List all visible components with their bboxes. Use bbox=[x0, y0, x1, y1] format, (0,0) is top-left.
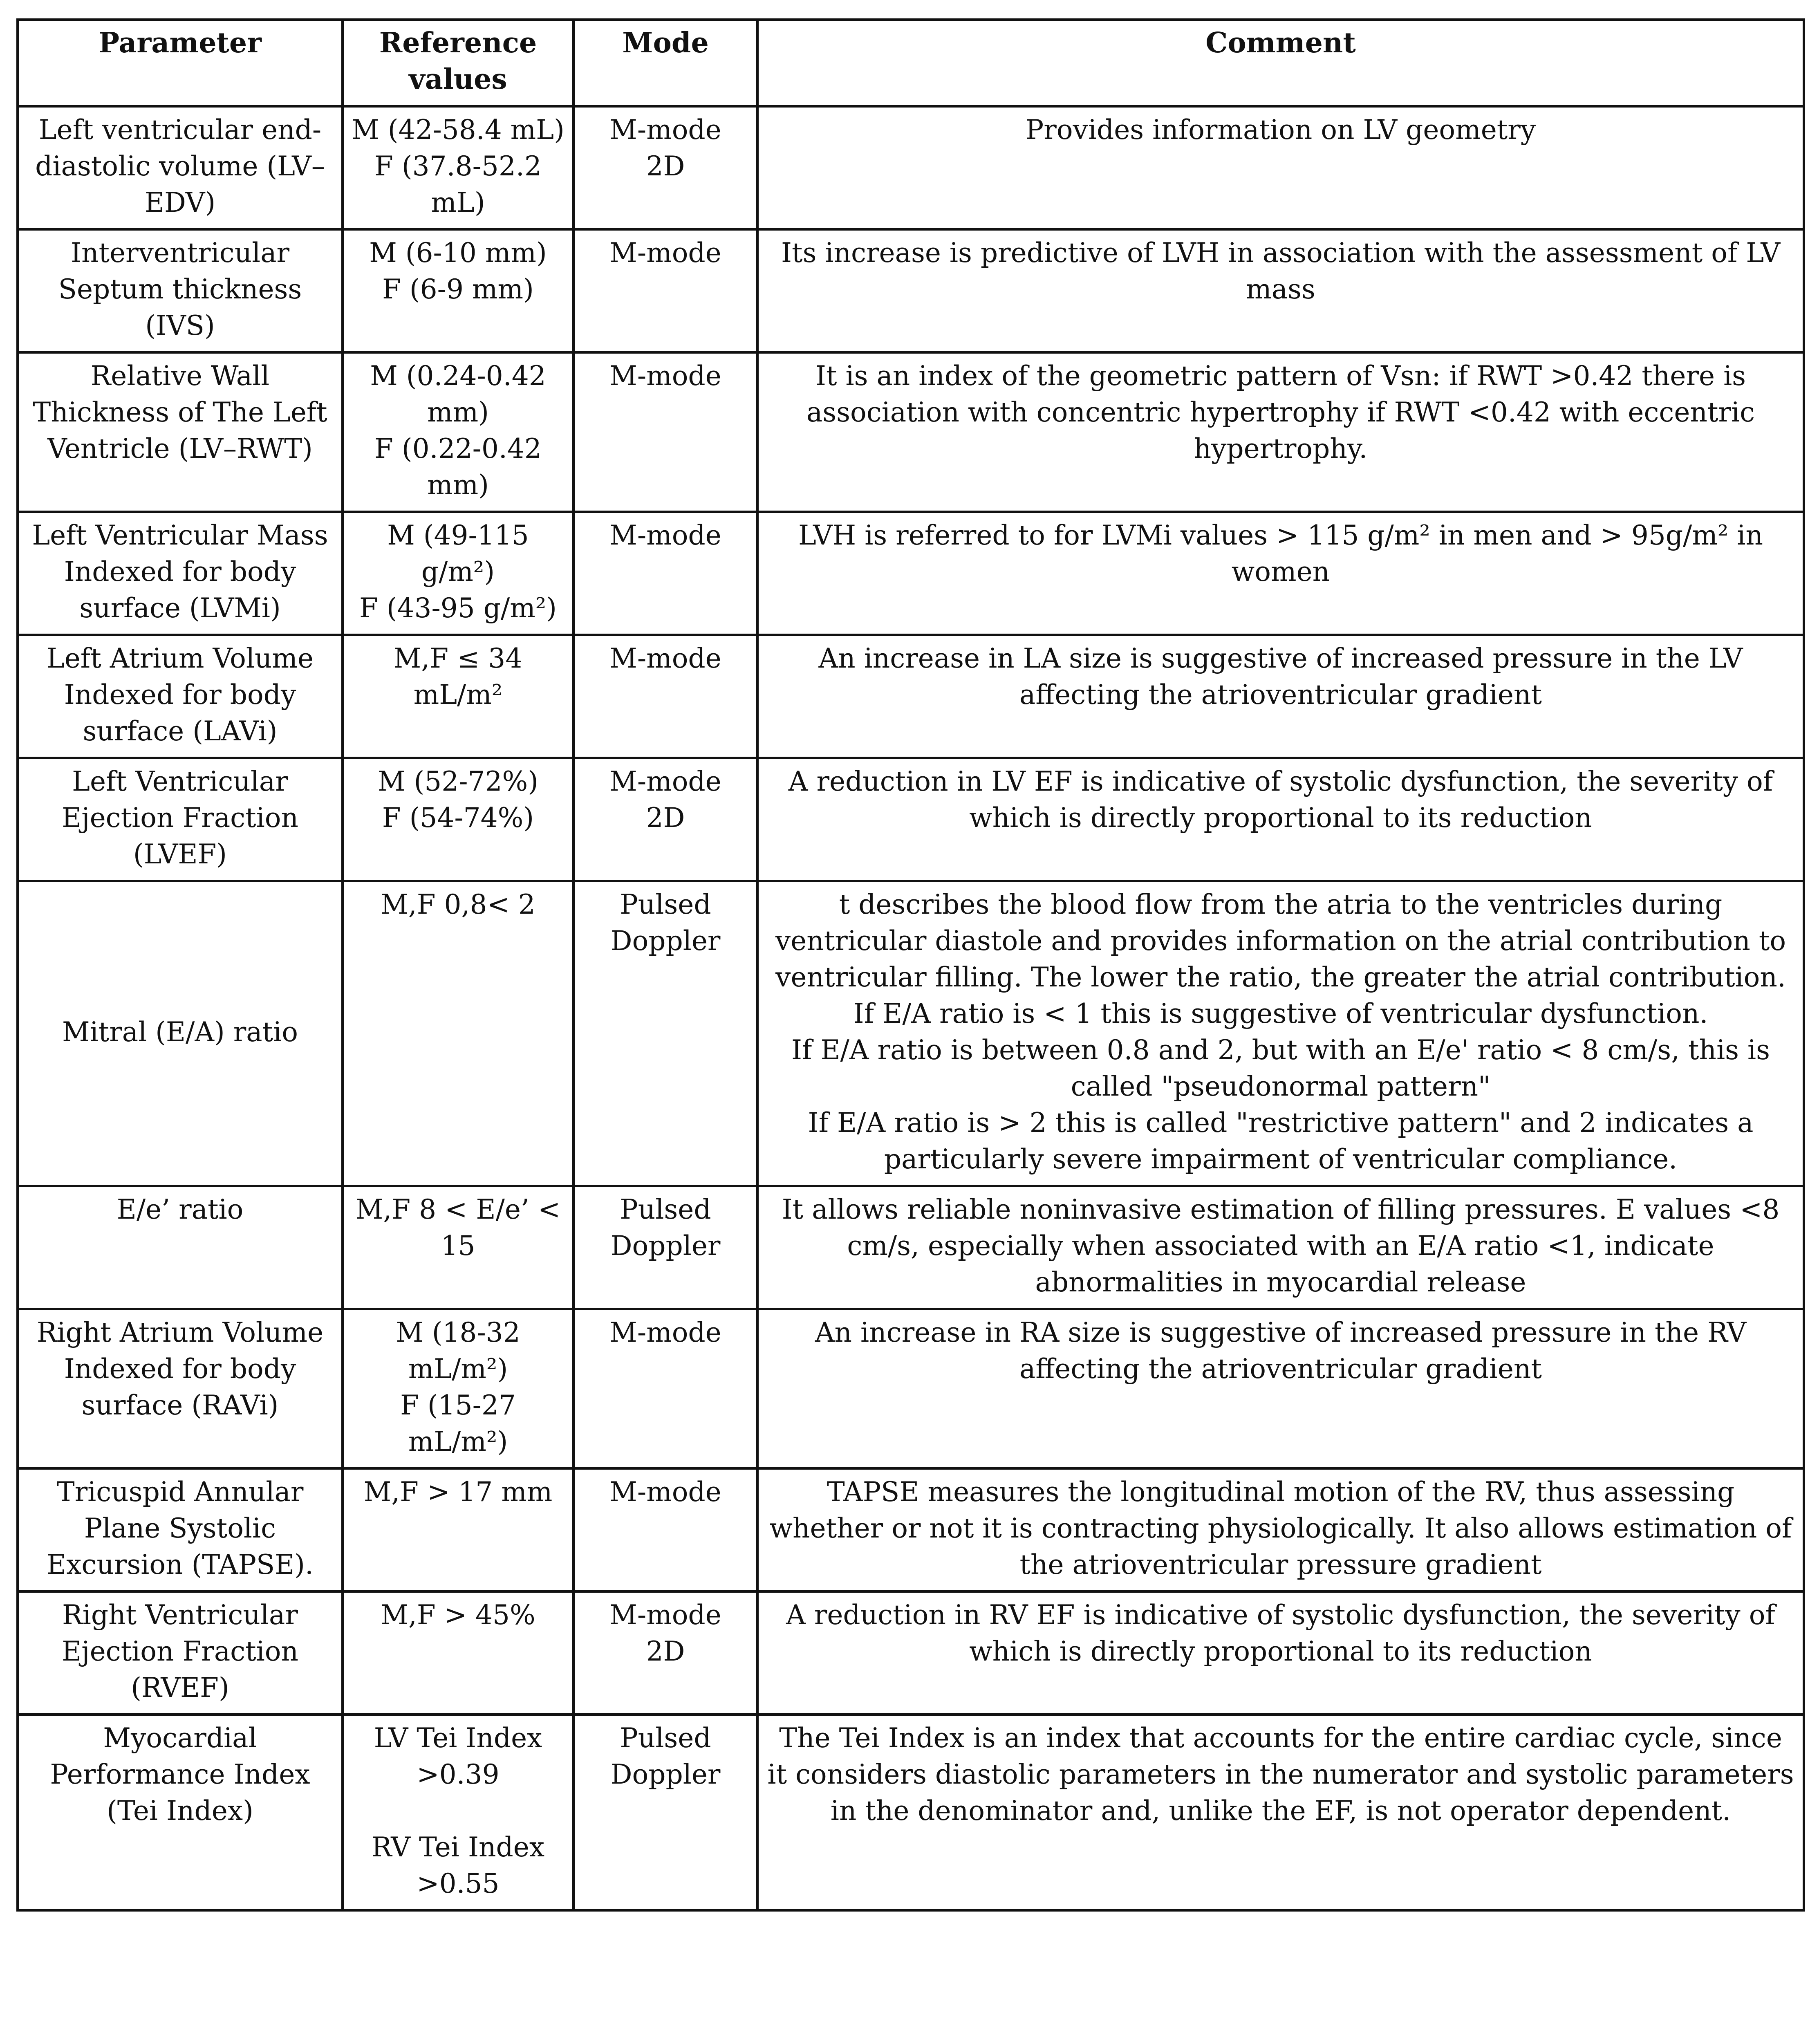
comment-line: If E/A ratio is > 2 this is called "restrictive pattern" and 2 indicates a particularly severe impairment of ventricular compliance. bbox=[808, 1107, 1754, 1175]
comment-line: An increase in RA size is suggestive of increased pressure in the RV affecting the atrioventricular gradient bbox=[815, 1317, 1747, 1385]
header-row bbox=[18, 20, 1804, 106]
reference-cell bbox=[343, 758, 573, 881]
mode-line: M-mode bbox=[609, 1476, 721, 1508]
parameter-cell: Left Ventricular Mass Indexed for body surface (LVMi) bbox=[18, 512, 343, 635]
reference-line: F (0.22-0.42 mm) bbox=[374, 433, 542, 501]
parameter-cell: Left Atrium Volume Indexed for body surface (LAVi) bbox=[18, 635, 343, 758]
table-row bbox=[18, 1715, 1804, 1910]
mode-line: 2D bbox=[646, 1636, 685, 1667]
parameter-cell: Left ventricular end-diastolic volume (LV–EDV) bbox=[18, 106, 343, 229]
mode-cell bbox=[573, 635, 757, 758]
mode-line: Pulsed Doppler bbox=[610, 889, 721, 957]
reference-table bbox=[16, 18, 1805, 1912]
header-parameter: Parameter bbox=[18, 20, 343, 106]
mode-cell bbox=[573, 1591, 757, 1715]
reference-line: M,F 8 < E/e’ < 15 bbox=[355, 1194, 561, 1262]
comment-line: The Tei Index is an index that accounts for the entire cardiac cycle, since it considers diastolic parameters in the numerator and systolic parameters in the denominator and, unlike the EF, is not operator dependent. bbox=[767, 1722, 1794, 1827]
header-reference-values: Reference values bbox=[343, 20, 573, 106]
table-row bbox=[18, 106, 1804, 229]
comment-cell bbox=[757, 1715, 1804, 1910]
table-row bbox=[18, 1468, 1804, 1591]
parameter-cell: Tricuspid Annular Plane Systolic Excursion (TAPSE). bbox=[18, 1468, 343, 1591]
comment-cell bbox=[757, 106, 1804, 229]
comment-cell bbox=[757, 881, 1804, 1186]
reference-cell bbox=[343, 352, 573, 512]
comment-cell bbox=[757, 229, 1804, 352]
table-row bbox=[18, 758, 1804, 881]
comment-line: LVH is referred to for LVMi values > 115 g/m² in men and > 95g/m² in women bbox=[798, 520, 1763, 587]
mode-cell bbox=[573, 1715, 757, 1910]
header-mode: Mode bbox=[573, 20, 757, 106]
reference-line: F (37.8-52.2 mL) bbox=[374, 150, 542, 218]
mode-cell bbox=[573, 229, 757, 352]
mode-line: Pulsed Doppler bbox=[610, 1722, 721, 1790]
table-row bbox=[18, 1591, 1804, 1715]
reference-line: M (0.24-0.42 mm) bbox=[370, 360, 546, 428]
comment-line: It is an index of the geometric pattern of Vsn: if RWT >0.42 there is association with concentric hypertrophy if RWT <0.42 with eccentric hypertrophy. bbox=[806, 360, 1755, 464]
comment-line: If E/A ratio is between 0.8 and 2, but with an E/e' ratio < 8 cm/s, this is called "pseudonormal pattern" bbox=[791, 1034, 1770, 1102]
parameter-cell: Right Ventricular Ejection Fraction (RVEF) bbox=[18, 1591, 343, 1715]
header-comment: Comment bbox=[757, 20, 1804, 106]
comment-line: TAPSE measures the longitudinal motion of the RV, thus assessing whether or not it is contracting physiologically. It also allows estimation of the atrioventricular pressure gradient bbox=[769, 1476, 1792, 1580]
mode-line: Pulsed Doppler bbox=[610, 1194, 721, 1262]
reference-line: F (15-27 mL/m²) bbox=[400, 1390, 516, 1457]
mode-line: M-mode bbox=[609, 237, 721, 269]
comment-cell bbox=[757, 1468, 1804, 1591]
comment-cell bbox=[757, 352, 1804, 512]
comment-line: t describes the blood flow from the atria to the ventricles during ventricular diastole and provides information on the atrial contribution to ventricular filling. The lower the ratio, the greater the atrial contribution. bbox=[775, 889, 1786, 993]
comment-cell bbox=[757, 758, 1804, 881]
reference-line: M (6-10 mm) bbox=[369, 237, 547, 269]
mode-line: M-mode bbox=[609, 1599, 721, 1631]
comment-line: An increase in LA size is suggestive of increased pressure in the LV affecting the atrioventricular gradient bbox=[818, 643, 1743, 710]
reference-line: F (43-95 g/m²) bbox=[359, 592, 557, 624]
mode-cell bbox=[573, 1309, 757, 1468]
mode-line: M-mode bbox=[609, 114, 721, 146]
comment-line: A reduction in RV EF is indicative of systolic dysfunction, the severity of which is directly proportional to its reduction bbox=[786, 1599, 1775, 1667]
comment-line: Provides information on LV geometry bbox=[1025, 114, 1536, 146]
mode-cell bbox=[573, 758, 757, 881]
comment-cell bbox=[757, 512, 1804, 635]
comment-cell bbox=[757, 635, 1804, 758]
reference-cell bbox=[343, 1715, 573, 1910]
mode-line: 2D bbox=[646, 802, 685, 834]
comment-cell bbox=[757, 1309, 1804, 1468]
reference-line: RV Tei Index >0.55 bbox=[371, 1831, 545, 1899]
mode-cell bbox=[573, 1468, 757, 1591]
reference-cell bbox=[343, 635, 573, 758]
mode-cell bbox=[573, 1186, 757, 1309]
reference-line: M (49-115 g/m²) bbox=[387, 520, 529, 587]
table-row bbox=[18, 352, 1804, 512]
parameter-cell: Interventricular Septum thickness (IVS) bbox=[18, 229, 343, 352]
comment-line: If E/A ratio is < 1 this is suggestive of ventricular dysfunction. bbox=[853, 998, 1708, 1029]
reference-cell bbox=[343, 881, 573, 1186]
parameter-cell: Left Ventricular Ejection Fraction (LVEF) bbox=[18, 758, 343, 881]
mode-cell bbox=[573, 352, 757, 512]
parameter-cell: Myocardial Performance Index (Tei Index) bbox=[18, 1715, 343, 1910]
reference-cell bbox=[343, 229, 573, 352]
comment-line: Its increase is predictive of LVH in association with the assessment of LV mass bbox=[781, 237, 1781, 305]
table-row bbox=[18, 1186, 1804, 1309]
reference-cell bbox=[343, 1468, 573, 1591]
parameter-cell: E/e’ ratio bbox=[18, 1186, 343, 1309]
table-row bbox=[18, 635, 1804, 758]
mode-line: M-mode bbox=[609, 520, 721, 551]
table-row bbox=[18, 512, 1804, 635]
reference-cell bbox=[343, 1309, 573, 1468]
mode-line: M-mode bbox=[609, 643, 721, 674]
reference-cell bbox=[343, 512, 573, 635]
mode-line: M-mode bbox=[609, 1317, 721, 1348]
reference-cell bbox=[343, 1591, 573, 1715]
reference-line: M (52-72%) bbox=[377, 766, 539, 797]
mode-cell bbox=[573, 106, 757, 229]
reference-line: LV Tei Index >0.39 bbox=[374, 1722, 542, 1790]
reference-line: F (54-74%) bbox=[382, 802, 534, 834]
mode-line: M-mode bbox=[609, 360, 721, 392]
mode-line: 2D bbox=[646, 150, 685, 182]
table-row bbox=[18, 1309, 1804, 1468]
comment-cell bbox=[757, 1591, 1804, 1715]
mode-cell bbox=[573, 881, 757, 1186]
table-row bbox=[18, 229, 1804, 352]
comment-line: A reduction in LV EF is indicative of systolic dysfunction, the severity of which is directly proportional to its reduction bbox=[788, 766, 1773, 834]
comment-line: It allows reliable noninvasive estimation of filling pressures. E values <8 cm/s, especially when associated with an E/A ratio <1, indicate abnormalities in myocardial release bbox=[782, 1194, 1780, 1298]
reference-line: M (18-32 mL/m²) bbox=[396, 1317, 520, 1385]
reference-line: M,F ≤ 34 mL/m² bbox=[393, 643, 523, 710]
reference-cell bbox=[343, 1186, 573, 1309]
mode-cell bbox=[573, 512, 757, 635]
parameter-cell: Relative Wall Thickness of The Left Ventricle (LV–RWT) bbox=[18, 352, 343, 512]
mode-line: M-mode bbox=[609, 766, 721, 797]
reference-line: M,F > 17 mm bbox=[363, 1476, 553, 1508]
parameter-cell: Mitral (E/A) ratio bbox=[18, 881, 343, 1186]
reference-line: M,F > 45% bbox=[381, 1599, 535, 1631]
reference-line: F (6-9 mm) bbox=[382, 273, 534, 305]
reference-line: M (42-58.4 mL) bbox=[352, 114, 565, 146]
comment-cell bbox=[757, 1186, 1804, 1309]
reference-line: M,F 0,8< 2 bbox=[381, 889, 535, 920]
table-row bbox=[18, 881, 1804, 1186]
reference-cell bbox=[343, 106, 573, 229]
reference-spacer bbox=[351, 1793, 565, 1829]
parameter-cell: Right Atrium Volume Indexed for body surface (RAVi) bbox=[18, 1309, 343, 1468]
